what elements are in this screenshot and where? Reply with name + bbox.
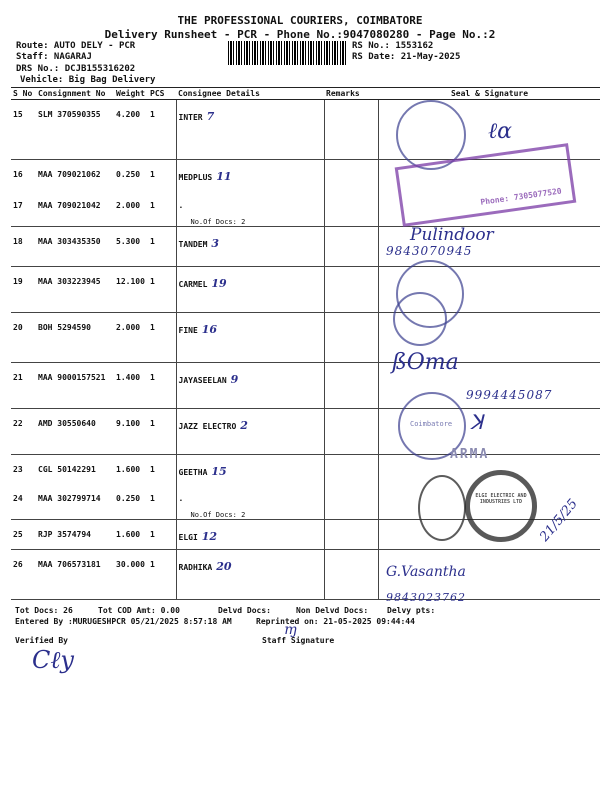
sno-cell: 16 [13,170,23,179]
remarks-cell [324,191,378,227]
consignee-name: ELGI [178,533,198,542]
doc-count: No.Of Docs: 2 [190,217,246,226]
handwritten-number: 9 [230,372,239,386]
weight-cell: 30.000 [114,550,148,600]
weight-cell: 1.400 [114,362,148,408]
consignee-cell [176,408,324,454]
weight-cell: 1.600 [116,464,141,474]
consignee-cell [176,266,324,312]
weight-cell: 1.600 [114,520,148,550]
vehicle-label: Vehicle: Big Bag Delivery [20,75,156,85]
consignment-cell: SLM 370590355 [36,100,114,160]
handwritten-number: 11 [216,170,232,183]
consignee-name: FINE [178,325,198,335]
route-label: Route: AUTO DELY - PCR [16,41,136,51]
consignee-name: MEDPLUS [178,173,213,182]
consignee-cell [176,191,324,227]
consignee-name: JAYASEELAN [178,375,227,385]
sno-cell: 26 [11,550,36,600]
tot-cod: Tot COD Amt: 0.00 [98,606,180,615]
barcode [228,41,346,65]
consignment-cell: CGL 50142291 [38,464,96,474]
consignment-cell: BOH 5294590 [36,312,114,362]
sno-cell: 17 [11,191,36,227]
staff-signature-label: Staff Signature [262,636,335,645]
handwritten-number: 19 [211,276,227,290]
weight-cell: 2.000 [114,191,148,227]
consignee-cell [176,550,324,600]
stamp-phone: Phone: 7305077520 [479,186,563,207]
pcs-cell: 1 [150,464,155,474]
stamp-oval [418,475,466,541]
tot-docs: Tot Docs: 26 [15,606,73,615]
consignee-name: . [178,200,184,210]
consignee-name: TANDEM [178,239,208,249]
entered-by: Entered By :MURUGESHPCR 05/21/2025 8:57:18 AM [15,617,232,626]
sno-cell: 25 [11,520,36,550]
consignee-name: . [178,494,184,503]
signature-3: ꓘ [470,410,484,434]
pcs-cell: 1 [148,191,176,227]
staff-signature-mark: ɱ [284,622,298,638]
hand-date: 21/5/25 [537,496,581,545]
signature-2: ßOma [392,350,459,375]
remarks-cell [324,226,378,266]
consignment-cell: MAA 709021062 [38,170,101,179]
weight-cell: 4.200 [114,100,148,160]
col-consignee: Consignee Details [176,88,324,100]
weight-cell: 5.300 [114,226,148,266]
weight-cell: 12.100 [114,266,148,312]
consignee-cell [176,454,324,484]
handwritten-number: 3 [211,236,220,250]
stamp-elgi-text: ELGI ELECTRIC AND INDUSTRIES LTD [475,493,527,505]
rs-no-label: RS No.: 1553162 [352,41,434,51]
consignment-cell: MAA 302799714 [36,484,114,520]
remarks-cell [324,160,378,191]
doc-count: No.Of Docs: 2 [190,511,246,519]
col-pcs: PCS [148,88,176,100]
consignee-cell [176,312,324,362]
table-row [11,550,600,600]
consignment-cell: MAA 706573181 [36,550,114,600]
remarks-cell [324,362,378,408]
pcs-cell: 1 [148,408,176,454]
pcs-cell: 1 [150,170,155,179]
stamp-circle-elgi [465,470,537,542]
sno-cell: 15 [11,100,36,160]
runsheet-title: Delivery Runsheet - PCR - Phone No.:9047080280 - Page No.:2 [104,28,496,41]
consignee-name: JAZZ ELECTRO [178,421,237,431]
consignee-cell [176,362,324,408]
consignee-cell [176,484,324,520]
col-consignment: Consignment No [36,88,114,100]
delvy-pts: Delvy pts: [387,606,436,615]
hand-name-1: Pulindoor [410,225,494,245]
consignment-cell: RJP 3574794 [36,520,114,550]
delvd-docs: Delvd Docs: [218,606,271,615]
non-delvd-docs: Non Delvd Docs: [296,606,369,615]
sno-cell: 23 [13,464,23,474]
handwritten-number: 16 [201,322,218,336]
handwritten-number: 15 [211,464,227,478]
weight-cell: 0.250 [114,484,148,520]
verified-signature: Cℓy [32,646,74,674]
pcs-cell: 1 [148,312,176,362]
sno-cell: 22 [11,408,36,454]
sno-cell: 21 [11,362,36,408]
remarks-cell [324,454,378,484]
reprinted-on: Reprinted on: 21-05-2025 09:44:44 [256,617,415,626]
handwritten-number: 20 [216,560,232,573]
pcs-cell: 1 [148,484,176,520]
consignment-cell: MAA 303223945 [36,266,114,312]
stamp-city: Coimbatore [410,420,453,428]
company-title: THE PROFESSIONAL COURIERS, COIMBATORE [177,14,423,27]
sno-cell: 19 [11,266,36,312]
consignee-name: CARMEL [178,279,208,289]
weight-cell: 0.250 [116,170,141,179]
pcs-cell: 1 [148,362,176,408]
pcs-cell: 1 [148,266,176,312]
consignee-cell [176,520,324,550]
table-row [11,312,600,362]
col-weight: Weight [114,88,148,100]
consignee-cell [176,226,324,266]
remarks-cell [324,408,378,454]
remarks-cell [324,266,378,312]
rs-date-label: RS Date: 21-May-2025 [352,52,461,62]
hand-phone-1: 9843070945 [386,244,473,258]
sno-cell: 18 [11,226,36,266]
table-header-row [11,88,600,100]
consignee-cell [176,160,324,191]
consignee-name: RADHIKA [178,563,213,572]
remarks-cell [324,520,378,550]
remarks-cell [324,550,378,600]
consignment-cell: MAA 9000157521 [36,362,114,408]
consignment-cell: MAA 709021042 [36,191,114,227]
hand-name-2: G.Vasantha [386,564,466,580]
table-row [11,408,600,454]
hand-phone-3: 9843023762 [386,591,466,604]
pcs-cell: 1 [148,226,176,266]
weight-cell: 9.100 [114,408,148,454]
col-remarks: Remarks [324,88,378,100]
drs-label: DRS No.: DCJB155316202 [16,64,136,74]
remarks-cell [324,312,378,362]
hand-phone-2: 9994445087 [466,388,553,402]
consignee-name: INTER [178,113,203,122]
sno-cell: 24 [11,484,36,520]
col-seal: Seal & Signature [378,88,600,100]
consignee-name: GEETHA [178,467,208,477]
staff-label: Staff: NAGARAJ [16,52,92,62]
table-row [11,266,600,312]
weight-cell: 2.000 [114,312,148,362]
consignee-cell [176,100,324,160]
sno-cell: 20 [11,312,36,362]
pcs-cell: 1 [148,100,176,160]
remarks-cell [324,484,378,520]
pcs-cell: 1 [148,520,176,550]
stamp-circle-3 [393,292,447,346]
remarks-cell [324,100,378,160]
stamp-text-faded: ARMA [450,447,490,462]
handwritten-number: 12 [201,530,218,543]
consignment-cell: MAA 303435350 [36,226,114,266]
handwritten-number: 7 [206,110,215,123]
handwritten-number: 2 [240,418,248,432]
consignment-cell: AMD 30550640 [36,408,114,454]
col-sno: S No [11,88,36,100]
verified-by: Verified By [15,636,68,645]
pcs-cell: 1 [148,550,176,600]
signature-1: ℓα [488,119,513,144]
table-row [11,226,600,266]
